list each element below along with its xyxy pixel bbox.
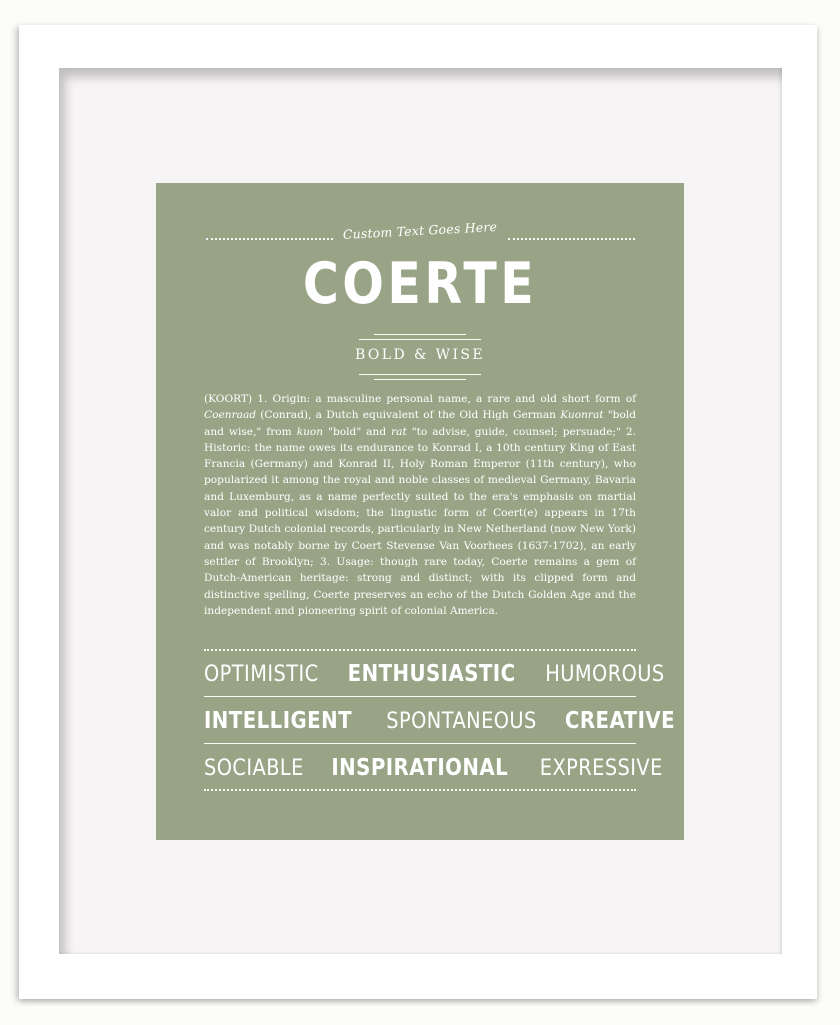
definition-text: "to advise, guide, counsel; persuade;" 2. Historic: the name owes its endurance to Konrad I, a 10th century King of East Francia (Germany) and Konrad II, Holy Roman Emperor (11th century), who popularized it among the royal and noble classes of medieval Germany, Bavaria and Luxemburg, as a name perfectly suited to the era's emphasis on martial valor and political wisdom; the lingustic form of Coert(e) appears in 17th century Dutch colonial records, particularly in New Netherland (now New York) and was notably borne by Coert Stevense Van Voorhees (1637-1702), an early settler of Brooklyn; 3. Usage: though rare today, Coerte remains a gem of Dutch-American heritage: strong and distinct; with its clipped form and distinctive spelling, Coerte preserves an echo of the Dutch Golden Age and the independent and pioneering spirit of colonial America. — [204, 425, 636, 617]
definition-text: (Conrad), a Dutch equivalent of the Old High German — [256, 409, 561, 422]
dotted-divider-traits-top — [204, 649, 636, 651]
dotted-divider-traits-bottom — [204, 789, 636, 791]
trait-row-3 — [204, 751, 663, 785]
trait-word: OPTIMISTIC — [204, 661, 319, 687]
trait-word: HUMOROUS — [545, 661, 666, 687]
trait-divider-2 — [204, 743, 636, 744]
trait-row-2 — [204, 704, 676, 738]
rule-bottom-1 — [359, 374, 481, 375]
trait-divider-1 — [204, 696, 636, 697]
rule-bottom-2 — [374, 379, 466, 380]
trait-word: EXPRESSIVE — [539, 755, 663, 781]
definition-text: "bold and wise," from — [204, 409, 637, 438]
trait-word: INTELLIGENT — [204, 708, 353, 734]
custom-text: Custom Text Goes Here — [342, 218, 498, 243]
trait-word: SOCIABLE — [204, 755, 304, 781]
name-title: COERTE — [302, 251, 538, 317]
trait-word: CREATIVE — [565, 708, 676, 734]
name-definition — [204, 391, 636, 619]
rule-top-2 — [359, 339, 481, 340]
definition-italic: kuon — [296, 425, 324, 438]
name-meaning: BOLD & WISE — [354, 347, 486, 363]
dotted-divider-right — [508, 238, 635, 240]
trait-word: ENTHUSIASTIC — [347, 661, 516, 687]
definition-italic: rat — [391, 425, 407, 438]
trait-word: INSPIRATIONAL — [331, 755, 509, 781]
dotted-divider-left — [206, 238, 333, 240]
trait-row-1 — [204, 657, 666, 691]
definition-text: (KOORT) 1. Origin: a masculine personal name, a rare and old short form of — [204, 393, 636, 405]
definition-italic: Coenraad — [204, 409, 257, 422]
trait-word: SPONTANEOUS — [386, 708, 537, 734]
rule-top-1 — [374, 334, 466, 335]
definition-text: "bold" and — [323, 425, 392, 438]
name-meaning-print — [156, 183, 684, 840]
definition-italic: Kuonrat — [560, 409, 604, 422]
